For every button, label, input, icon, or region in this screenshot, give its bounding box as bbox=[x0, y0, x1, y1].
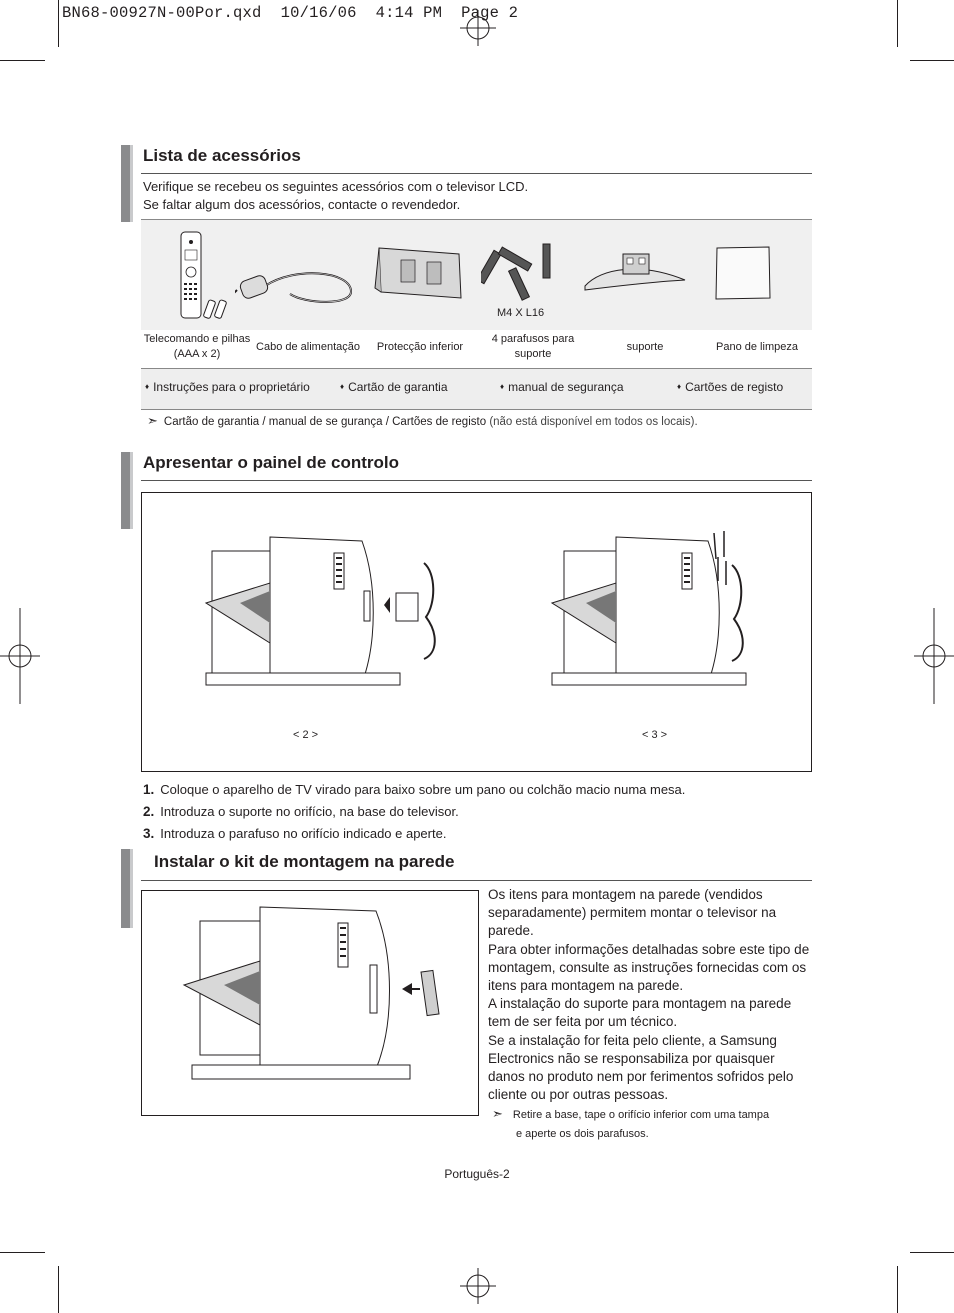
crop-mark bbox=[0, 60, 45, 61]
stand-icon bbox=[581, 242, 693, 298]
file-name: BN68-00927N-00Por.qxd bbox=[62, 4, 262, 22]
registration-mark-icon bbox=[914, 608, 954, 704]
file-page: Page 2 bbox=[461, 4, 519, 22]
accessories-note bbox=[147, 413, 698, 429]
tv-stand-insert-illustration bbox=[202, 533, 502, 713]
note-arrow-icon: ➣ bbox=[492, 1106, 503, 1121]
section-rule bbox=[141, 173, 812, 174]
step-text: Introduza o suporte no orifício, na base do televisor. bbox=[160, 804, 459, 819]
accessory-images-panel bbox=[141, 219, 812, 330]
screws-icon bbox=[481, 238, 561, 304]
extras-item bbox=[677, 380, 783, 394]
wall-note-line-1 bbox=[492, 1105, 769, 1125]
crop-mark bbox=[897, 1266, 898, 1313]
step-number: 2. bbox=[143, 804, 155, 819]
section-rule bbox=[141, 880, 812, 881]
note-rest: (não está disponível em todos os locais). bbox=[489, 416, 698, 428]
extras-item bbox=[500, 380, 624, 394]
step-text: Coloque o aparelho de TV virado para baixo sobre um pano ou colchão macio numa mesa. bbox=[160, 782, 686, 797]
accessory-caption: 4 parafusos para suporte bbox=[491, 333, 575, 360]
note-arrow-icon: ➣ bbox=[147, 413, 158, 428]
diamond-bullet-icon: ♦ bbox=[145, 382, 150, 391]
crop-mark bbox=[0, 1252, 45, 1253]
crop-mark bbox=[910, 1252, 954, 1253]
step-number: 1. bbox=[143, 782, 155, 797]
accessory-caption: Cabo de alimentação bbox=[256, 341, 360, 353]
registration-mark-icon bbox=[460, 1268, 496, 1304]
power-cord-icon bbox=[235, 246, 359, 316]
section-bar bbox=[121, 145, 130, 222]
figure-label-step-2: < 2 > bbox=[293, 729, 319, 741]
diamond-bullet-icon: ♦ bbox=[677, 382, 682, 391]
instruction-step bbox=[143, 826, 446, 841]
instruction-step bbox=[143, 782, 685, 797]
diamond-bullet-icon: ♦ bbox=[340, 382, 345, 391]
note-items: Cartão de garantia / manual de se gurança / Cartões de registo bbox=[163, 416, 487, 428]
screw-size-label: M4 X L16 bbox=[497, 307, 545, 319]
step-number: 3. bbox=[143, 826, 155, 841]
wall-note-line-2: e aperte os dois parafusos. bbox=[516, 1127, 649, 1140]
diamond-bullet-icon: ♦ bbox=[500, 382, 505, 391]
tv-screw-insert-illustration bbox=[548, 529, 848, 713]
intro-line-2: Se faltar algum dos acessórios, contacte o revendedor. bbox=[143, 197, 461, 212]
page-footer: Português-2 bbox=[444, 1167, 510, 1181]
crop-mark bbox=[58, 1266, 59, 1313]
wall-mount-paragraph: Os itens para montagem na parede (vendidos separadamente) permitem montar o televisor na parede. Para obter informações detalhadas sobre este tipo de montagem, consulte as instruções fornecidas com os itens para montagem na parede. A instalação do suporte para montagem na parede tem de ser feita por um técnico. Se a instalação for feita pelo cliente, a Samsung Electronics não se responsabiliza por quaisquer danos no produto nem por ferimentos sofridos pelo cliente ou por outras pessoas. bbox=[488, 887, 810, 1103]
section-title-control-panel: Apresentar o painel de controlo bbox=[143, 453, 399, 472]
step-text: Introduza o parafuso no orifício indicado e aperte. bbox=[160, 826, 447, 841]
section-bar bbox=[121, 849, 130, 928]
file-header bbox=[62, 4, 518, 22]
extras-item-label: Instruções para o proprietário bbox=[153, 380, 310, 394]
file-date: 10/16/06 bbox=[280, 4, 357, 22]
section-title-wall-mount: Instalar o kit de montagem na parede bbox=[154, 852, 455, 871]
cleaning-cloth-icon bbox=[713, 244, 773, 302]
accessory-caption: Protecção inferior bbox=[376, 341, 464, 353]
accessory-caption: Telecomando e pilhas (AAA x 2) bbox=[143, 333, 251, 360]
wall-mount-illustration bbox=[180, 901, 470, 1097]
extras-item-label: Cartão de garantia bbox=[348, 380, 448, 394]
intro-line-1: Verifique se recebeu os seguintes acessórios com o televisor LCD. bbox=[143, 179, 529, 194]
section-title-accessories: Lista de acessórios bbox=[143, 146, 301, 165]
figure-label-step-3: < 3 > bbox=[642, 729, 668, 741]
bottom-cover-icon bbox=[371, 240, 467, 304]
file-time: 4:14 PM bbox=[375, 4, 443, 22]
section-bar bbox=[121, 452, 130, 529]
wall-mount-note bbox=[492, 1105, 769, 1143]
accessory-caption: suporte bbox=[626, 341, 664, 353]
extras-row bbox=[141, 368, 812, 410]
registration-mark-icon bbox=[0, 608, 40, 704]
wall-note-text-1: Retire a base, tape o orifício inferior com uma tampa bbox=[512, 1109, 770, 1121]
remote-control-icon bbox=[173, 228, 235, 322]
extras-item bbox=[340, 380, 448, 394]
wall-mount-figure bbox=[141, 890, 479, 1116]
crop-mark bbox=[58, 0, 59, 47]
accessory-caption: Pano de limpeza bbox=[716, 341, 798, 353]
instruction-step bbox=[143, 804, 459, 819]
accessories-intro bbox=[143, 178, 803, 214]
extras-item-label: manual de segurança bbox=[508, 380, 624, 394]
section-rule bbox=[141, 480, 812, 481]
extras-item bbox=[145, 380, 310, 394]
crop-mark bbox=[910, 60, 954, 61]
control-panel-figure bbox=[141, 492, 812, 772]
crop-mark bbox=[897, 0, 898, 47]
extras-item-label: Cartões de registo bbox=[685, 380, 784, 394]
